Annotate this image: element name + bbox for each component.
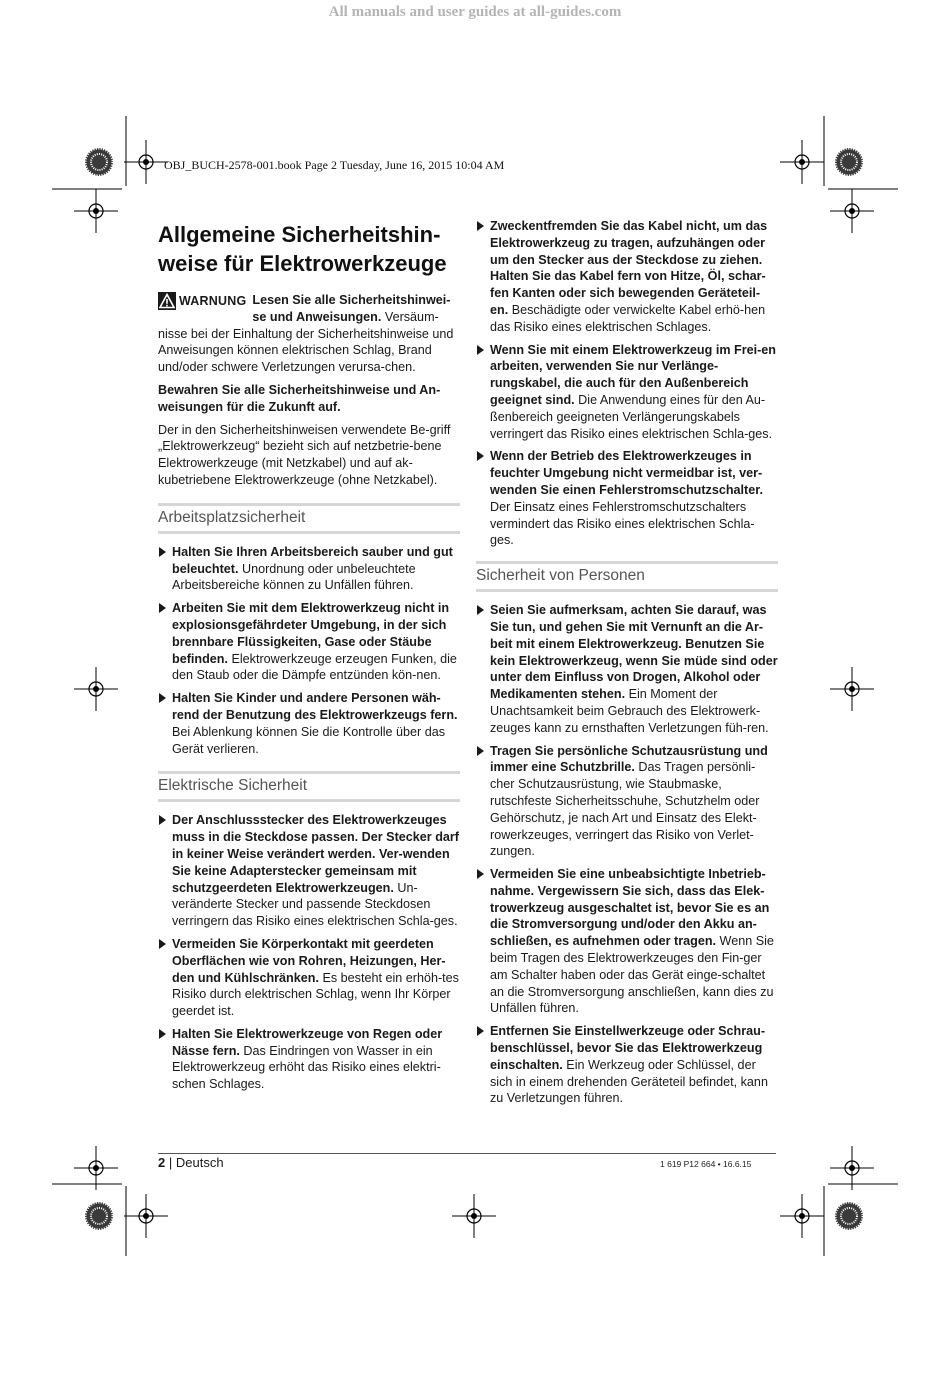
list-item [158, 544, 460, 594]
item-text: Das Eindringen von Wasser in ein Elektrowerkzeug erhöht das Risiko eines elektri-schen Schlages. [172, 1043, 441, 1092]
list-item [476, 866, 778, 1017]
list-item [158, 690, 460, 757]
warning-triangle-icon [158, 292, 176, 310]
warning-bold-text: Lesen Sie alle Sicherheitshinwei-se und Anweisungen. [252, 293, 451, 324]
list-item [476, 342, 778, 443]
item-text: Die Anwendung eines für den Au-ßenbereich geeigneten Verlängerungskabels verringert das Risiko eines elektrischen Schla-ges. [490, 392, 773, 441]
bullet-arrow-icon [477, 221, 484, 231]
item-text: Elektrowerkzeuge erzeugen Funken, die den Staub oder die Dämpfe entzünden kön-nen. [172, 651, 457, 683]
warning-badge [158, 292, 246, 310]
list-item [476, 743, 778, 861]
list-item [476, 448, 778, 549]
list-item [476, 602, 778, 736]
item-text: Das Tragen persönli-cher Schutzausrüstung, wie Staubmaske, rutschfeste Sicherheitsschuhe, Schutzhelm oder Gehörschutz, je nach Art und Einsatz des Elekt-rowerkzeuges, verringert das Risiko von Verlet-zungen. [490, 760, 760, 859]
section-heading: Sicherheit von Personen [476, 561, 778, 592]
item-text: Un-veränderte Stecker und passende Steckdosen verringern das Risiko eines elektrischen Schla-ges. [172, 880, 458, 929]
bullet-arrow-icon [477, 746, 484, 756]
item-bold-text: Entfernen Sie Einstellwerkzeuge oder Schrau-benschlüssel, bevor Sie das Elektrowerkzeug einschalten. [490, 1024, 766, 1072]
item-bold-text: Wenn Sie mit einem Elektrowerkzeug im Frei-en arbeiten, verwenden Sie nur Verlänge-rungskabel, die auch für den Außenbereich geeignet sind. [490, 342, 777, 407]
section-elektrische-sicherheit [158, 771, 460, 802]
left-column [158, 220, 460, 1099]
section-sicherheit-von-personen [476, 561, 778, 592]
section-heading: Elektrische Sicherheit [158, 771, 460, 802]
list-item [158, 600, 460, 684]
warning-block [158, 292, 460, 376]
list-item [476, 1023, 778, 1107]
item-bold-text: Halten Sie Kinder und andere Personen wäh-rend der Benutzung des Elektrowerkzeugs fern. [172, 691, 458, 722]
page-footer [158, 1155, 224, 1170]
bullet-arrow-icon [477, 1026, 484, 1036]
item-bold-text: Seien Sie aufmerksam, achten Sie darauf, was Sie tun, und gehen Sie mit Vernunft an die Ar-beit mit einem Elektrowerkzeug. Benutzen Sie kein Elektrowerkzeug, wenn Sie müde sind oder unter dem Einfluss von Drogen, Alkohol oder Medikamenten stehen. [490, 603, 778, 702]
item-bold-text: Arbeiten Sie mit dem Elektrowerkzeug nicht in explosionsgefährdeter Umgebung, in der sich brennbare Flüssigkeiten, Gase oder Stäube befinden. [172, 601, 450, 666]
bullet-arrow-icon [477, 869, 484, 879]
bullet-arrow-icon [477, 451, 484, 461]
section-heading: Arbeitsplatzsicherheit [158, 503, 460, 534]
footer-rule [158, 1153, 776, 1154]
page-number: 2 [158, 1155, 166, 1170]
item-bold-text: Zweckentfremden Sie das Kabel nicht, um das Elektrowerkzeug zu tragen, aufzuhängen oder um den Stecker aus der Steckdose zu ziehen. Halten Sie das Kabel fern von Hitze, Öl, schar-fen Kanten oder sich bewegenden Geräteteil-en. [490, 219, 768, 317]
item-text: Beschädigte oder verwickelte Kabel erhö-hen das Risiko eines elektrischen Schlages. [490, 302, 766, 334]
bullet-arrow-icon [159, 693, 166, 703]
item-text: Ein Werkzeug oder Schlüssel, der sich in einem drehenden Geräteteil befindet, kann zu Verletzungen führen. [490, 1057, 768, 1106]
item-text: Unordnung oder unbeleuchtete Arbeitsbereiche können zu Unfällen führen. [172, 561, 416, 593]
item-bold-text: Wenn der Betrieb des Elektrowerkzeuges in feuchter Umgebung nicht vermeidbar ist, ver-wenden Sie einen Fehlerstromschutzschalter. [490, 449, 763, 497]
item-bold-text: Tragen Sie persönliche Schutzausrüstung und immer eine Schutzbrille. [490, 743, 768, 775]
bullet-arrow-icon [159, 939, 166, 949]
item-text: Ein Moment der Unachtsamkeit beim Gebrauch des Elektrowerk-zeuges kann zu ernsthaften Verletzungen füh-ren. [490, 687, 769, 735]
item-text: Es besteht ein erhöh-tes Risiko durch elektrischen Schlag, wenn Ihr Körper geerdet ist. [172, 970, 459, 1019]
bullet-arrow-icon [477, 605, 484, 615]
bullet-arrow-icon [159, 815, 166, 825]
list-item [158, 812, 460, 930]
bullet-arrow-icon [477, 345, 484, 355]
footer-separator: | [168, 1155, 173, 1170]
item-bold-text: Der Anschlussstecker des Elektrowerkzeuges muss in die Steckdose passen. Der Stecker darf in keiner Weise verändert werden. Ver-wenden Sie keine Adapterstecker gemeinsam mit schutzgeerdeten Elektrowerkzeugen. [172, 813, 459, 895]
document-code: 1 619 P12 664 • 16.6.15 [660, 1159, 752, 1169]
warning-text: Versäum-nisse bei der Einhaltung der Sicherheitshinweise und Anweisungen können elektrischen Schlag, Brand und/oder schwere Verletzungen verursa-chen. [158, 309, 454, 375]
bullet-arrow-icon [159, 603, 166, 613]
list-item [158, 936, 460, 1020]
list-item [158, 1026, 460, 1093]
definition-paragraph: Der in den Sicherheitshinweisen verwendete Be-griff „Elektrowerkzeug“ bezieht sich auf netzbetrie-bene Elektrowerkzeuge (mit Netzkabel) und auf ak-kubetriebene Elektrowerkzeuge (ohne Netzkabel). [158, 422, 451, 487]
keep-instructions-notice: Bewahren Sie alle Sicherheitshinweise und An-weisungen für die Zukunft auf. [158, 382, 441, 414]
item-bold-text: Vermeiden Sie eine unbeabsichtigte Inbetrieb-nahme. Vergewissern Sie sich, dass das Elek-trowerkzeug ausgeschaltet ist, bevor Sie es an die Stromversorgung und/oder den Akku an-schließen, es aufnehmen oder tragen. [490, 867, 770, 949]
item-bold-text: Vermeiden Sie Körperkontakt mit geerdeten Oberflächen wie von Rohren, Heizungen, Her-den und Kühlschränken. [172, 936, 446, 985]
item-text: Wenn Sie beim Tragen des Elektrowerkzeuges den Fin-ger am Schalter haben oder das Gerät einge-schaltet an die Stromversorgung anschließen, kann dies zu Unfällen führen. [490, 934, 774, 1016]
item-bold-text: Halten Sie Elektrowerkzeuge von Regen oder Nässe fern. [172, 1026, 443, 1058]
list-item [476, 218, 778, 336]
book-info-line: OBJ_BUCH-2578-001.book Page 2 Tuesday, June 16, 2015 10:04 AM [164, 158, 505, 172]
item-text: Bei Ablenkung können Sie die Kontrolle über das Gerät verlieren. [172, 724, 446, 756]
page-title: Allgemeine Sicherheitshin-weise für Elektrowerkzeuge [158, 222, 447, 276]
right-column [476, 218, 778, 1113]
bullet-arrow-icon [159, 1029, 166, 1039]
bullet-arrow-icon [159, 547, 166, 557]
footer-language: Deutsch [175, 1155, 224, 1170]
section-arbeitsplatzsicherheit [158, 503, 460, 534]
item-text: Der Einsatz eines Fehlerstromschutzschalters vermindert das Risiko eines elektrischen Schla-ges. [490, 499, 755, 548]
item-bold-text: Halten Sie Ihren Arbeitsbereich sauber und gut beleuchtet. [172, 544, 453, 576]
watermark: All manuals and user guides at all-guides.com [328, 4, 622, 20]
warning-label: WARNUNG [179, 293, 247, 308]
